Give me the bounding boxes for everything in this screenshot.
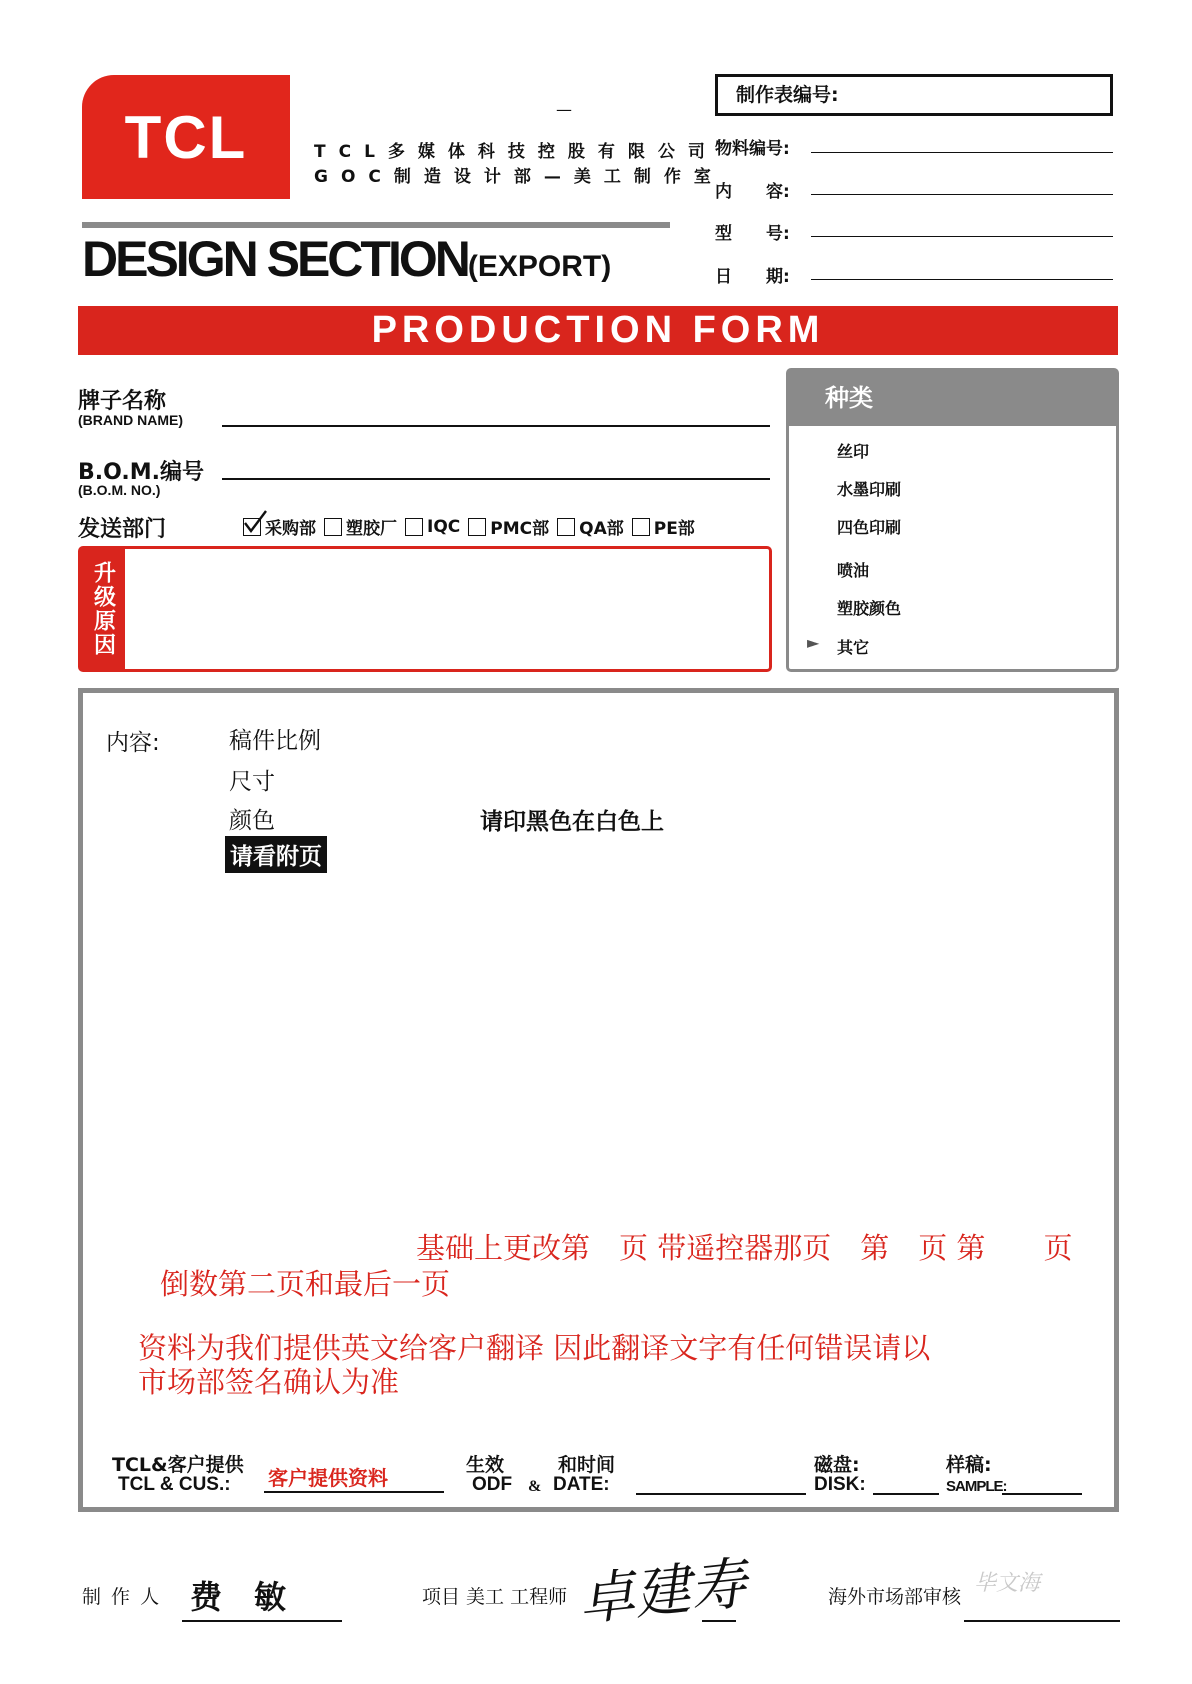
dept-label: 采购部 xyxy=(265,519,316,539)
checked-box-icon xyxy=(243,518,261,536)
content-label: 内 容: xyxy=(715,182,790,202)
supplier-label-en: TCL & CUS.: xyxy=(118,1474,231,1495)
bom-no-field[interactable] xyxy=(222,478,770,480)
review-label: 海外市场部审核 xyxy=(828,1586,962,1608)
red-note-line1: 基础上更改第 页 带遥控器那页 第 页 第 页 xyxy=(416,1231,1073,1265)
empty-box-icon xyxy=(468,518,486,536)
sample-field[interactable] xyxy=(1002,1493,1082,1495)
category-title: 种类 xyxy=(789,371,1116,426)
model-label: 型 号: xyxy=(715,224,790,244)
send-dept-label: 发送部门 xyxy=(78,517,167,542)
sample-label-en: SAMPLE: xyxy=(946,1478,1007,1495)
tcl-logo: TCL xyxy=(82,75,290,199)
brand-name-sublabel: (BRAND NAME) xyxy=(78,412,183,428)
header-dash: — xyxy=(556,100,572,119)
empty-box-icon xyxy=(405,518,423,536)
dept-checkbox-2[interactable] xyxy=(405,514,460,539)
sample-label-cn: 样稿: xyxy=(946,1454,992,1476)
review-signature: 毕文海 xyxy=(974,1571,1041,1596)
dept-checkbox-4[interactable] xyxy=(557,514,624,539)
category-panel xyxy=(786,368,1119,672)
dept-label: PMC部 xyxy=(490,519,550,539)
department-checklist xyxy=(243,514,703,539)
maker-name: 费 敏 xyxy=(190,1578,287,1616)
dept-label: PE部 xyxy=(653,519,695,539)
see-attached-badge: 请看附页 xyxy=(225,836,327,873)
header-divider xyxy=(82,222,670,228)
company-name-line2: GOC制造设计部—美工制作室 xyxy=(314,167,724,187)
ampersand: & xyxy=(528,1478,542,1495)
dept-label: QA部 xyxy=(579,519,624,539)
time-label-cn: 和时间 xyxy=(558,1454,616,1476)
dept-checkbox-3[interactable] xyxy=(468,514,549,539)
supplier-field[interactable] xyxy=(264,1491,444,1493)
engineer-sign-line[interactable] xyxy=(702,1620,736,1622)
category-item-1[interactable]: 水墨印刷 xyxy=(837,480,902,499)
content-size: 尺寸 xyxy=(229,769,275,795)
company-name-line1: TCL多媒体科技控股有限公司 xyxy=(314,142,718,162)
date-label-en: DATE: xyxy=(553,1474,610,1495)
supplier-value: 客户提供资料 xyxy=(268,1466,388,1490)
content-ratio: 稿件比例 xyxy=(229,728,321,754)
review-sign-line[interactable] xyxy=(964,1620,1120,1622)
brand-name-label: 牌子名称 xyxy=(78,389,167,414)
dept-label: 塑胶厂 xyxy=(346,519,397,539)
category-item-4[interactable]: 塑胶颜色 xyxy=(837,599,902,618)
category-item-3[interactable]: 喷油 xyxy=(837,561,870,580)
material-no-field[interactable] xyxy=(811,152,1113,153)
date-field-footer[interactable] xyxy=(636,1493,806,1495)
effective-label-cn: 生效 xyxy=(466,1454,505,1476)
empty-box-icon xyxy=(324,518,342,536)
dept-checkbox-5[interactable] xyxy=(632,514,695,539)
model-field[interactable] xyxy=(811,236,1113,237)
maker-label: 制 作 人 xyxy=(82,1586,162,1608)
form-number-field[interactable]: 制作表编号: xyxy=(715,74,1113,116)
engineer-signature: 卓建寿 xyxy=(575,1551,750,1634)
maker-sign-line[interactable] xyxy=(182,1620,342,1622)
upgrade-reason-box[interactable] xyxy=(78,546,772,672)
production-form-banner: PRODUCTION FORM xyxy=(78,306,1118,355)
dept-checkbox-1[interactable] xyxy=(324,514,397,539)
upgrade-reason-tab: 升级原因 xyxy=(81,549,125,669)
material-no-label: 物料编号: xyxy=(715,139,790,159)
category-item-0[interactable]: 丝印 xyxy=(837,442,870,461)
red-note-line2: 倒数第二页和最后一页 xyxy=(160,1267,451,1301)
effective-label-en: ODF xyxy=(472,1474,513,1495)
content-color: 颜色 xyxy=(229,808,275,834)
date-field[interactable] xyxy=(811,279,1113,280)
red-note-line3: 资料为我们提供英文给客户翻译 因此翻译文字有任何错误请以 xyxy=(138,1331,931,1365)
design-section-title: DESIGN SECTION(EXPORT) xyxy=(82,231,612,287)
dept-label: IQC xyxy=(427,516,461,537)
empty-box-icon xyxy=(632,518,650,536)
print-note: 请印黑色在白色上 xyxy=(480,809,664,835)
brand-name-field[interactable] xyxy=(222,425,770,427)
content-field[interactable] xyxy=(811,194,1113,195)
disk-field[interactable] xyxy=(873,1493,939,1495)
disk-label-en: DISK: xyxy=(814,1474,866,1495)
engineer-label: 项目 美工 工程师 xyxy=(422,1586,568,1608)
date-label: 日 期: xyxy=(715,267,790,287)
disk-label-cn: 磁盘: xyxy=(814,1454,860,1476)
content-label-main: 内容: xyxy=(106,730,160,756)
supplier-label-cn: TCL&客户提供 xyxy=(112,1454,244,1476)
empty-box-icon xyxy=(557,518,575,536)
red-note-line4: 市场部签名确认为准 xyxy=(138,1365,400,1399)
dept-checkbox-0[interactable] xyxy=(243,514,316,539)
category-item-5[interactable]: 其它 xyxy=(837,638,870,657)
bom-no-sublabel: (B.O.M. NO.) xyxy=(78,482,161,498)
category-item-2[interactable]: 四色印刷 xyxy=(837,518,902,537)
bom-no-label: B.O.M.编号 xyxy=(78,460,204,485)
selected-arrow-icon: ► xyxy=(807,633,820,652)
